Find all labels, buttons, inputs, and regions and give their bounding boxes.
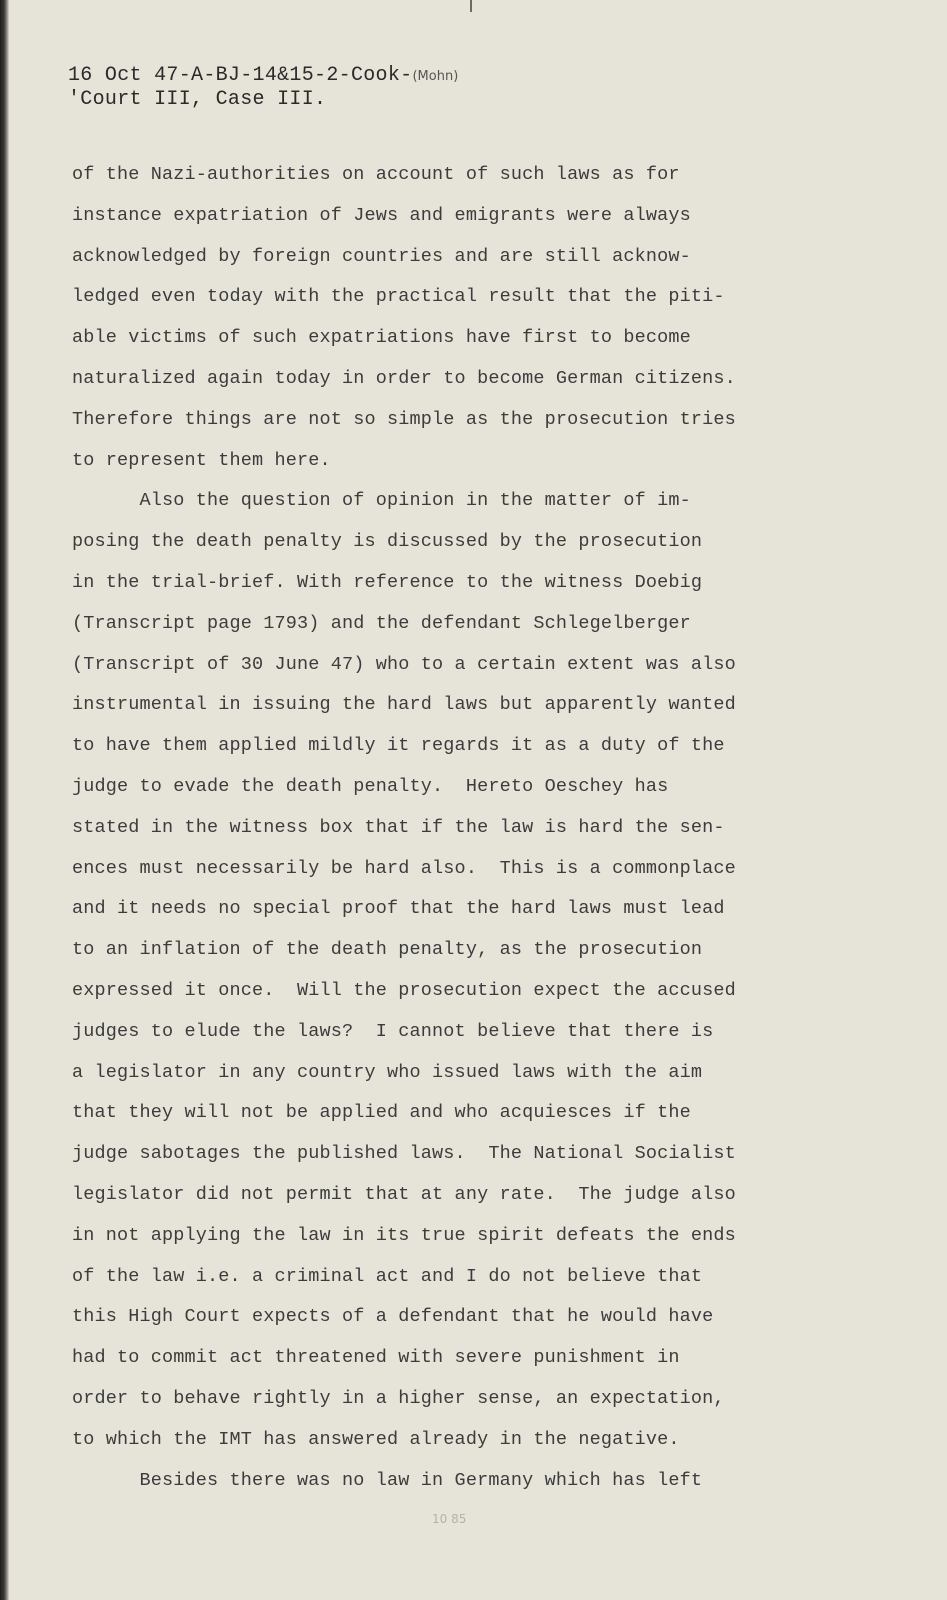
- body-text-line: acknowledged by foreign countries and are still acknow-: [72, 245, 691, 267]
- body-text-line: expressed it once. Will the prosecution expect the accused: [72, 979, 736, 1001]
- body-text-line: Therefore things are not so simple as the prosecution tries: [72, 408, 736, 430]
- body-text-line: stated in the witness box that if the law is hard the sen-: [72, 816, 725, 838]
- footer-page-mark: 10 85: [432, 1512, 467, 1526]
- body-text-line: in the trial-brief. With reference to the witness Doebig: [72, 571, 703, 593]
- body-text-line: a legislator in any country who issued laws with the aim: [72, 1061, 703, 1083]
- body-text-line: instrumental in issuing the hard laws but apparently wanted: [72, 694, 736, 716]
- body-text-line: naturalized again today in order to become German citizens.: [72, 367, 736, 389]
- document-body: [72, 155, 832, 1501]
- body-text-line: to represent them here.: [72, 449, 331, 471]
- body-text-line: to have them applied mildly it regards it as a duty of the: [72, 735, 725, 757]
- body-text-line: and it needs no special proof that the hard laws must lead: [72, 898, 725, 920]
- body-text-line: judges to elude the laws? I cannot believe that there is: [72, 1020, 714, 1042]
- body-text-line: to which the IMT has answered already in the negative.: [72, 1428, 680, 1450]
- body-text-line: ences must necessarily be hard also. This is a commonplace: [72, 857, 736, 879]
- header-court-case-line: 'Court III, Case III.: [68, 88, 327, 111]
- body-text-line: (Transcript of 30 June 47) who to a certain extent was also: [72, 653, 736, 675]
- header-reference-line: [68, 64, 458, 88]
- body-text-line: of the law i.e. a criminal act and I do not believe that: [72, 1265, 703, 1287]
- body-text-line: in not applying the law in its true spirit defeats the ends: [72, 1224, 736, 1246]
- body-text-line: this High Court expects of a defendant that he would have: [72, 1306, 714, 1328]
- page-binding-edge: [0, 0, 9, 1600]
- body-text-line: of the Nazi-authorities on account of such laws as for: [72, 164, 680, 185]
- top-margin-mark: [470, 0, 472, 12]
- body-text-line: instance expatriation of Jews and emigrants were always: [72, 204, 691, 226]
- body-text-line: able victims of such expatriations have first to become: [72, 327, 691, 349]
- header-handwritten-annotation: (Mohn): [412, 69, 459, 84]
- body-text-line: Besides there was no law in Germany which has left: [72, 1469, 703, 1491]
- body-text-line: ledged even today with the practical result that the piti-: [72, 286, 725, 308]
- body-text-line: legislator did not permit that at any rate. The judge also: [72, 1183, 736, 1205]
- header-reference-code: 16 Oct 47-A-BJ-14&15-2-Cook-: [68, 64, 413, 87]
- document-header: [68, 64, 458, 111]
- body-text-line: judge sabotages the published laws. The National Socialist: [72, 1143, 736, 1165]
- body-text-line: order to behave rightly in a higher sense, an expectation,: [72, 1387, 725, 1409]
- body-text-line: had to commit act threatened with severe punishment in: [72, 1347, 680, 1369]
- body-text-line: judge to evade the death penalty. Hereto Oeschey has: [72, 775, 669, 797]
- body-text-line: posing the death penalty is discussed by the prosecution: [72, 531, 703, 553]
- body-text-line: to an inflation of the death penalty, as the prosecution: [72, 939, 703, 961]
- body-text-line: Also the question of opinion in the matter of im-: [72, 490, 691, 512]
- body-text-line: that they will not be applied and who acquiesces if the: [72, 1102, 691, 1124]
- body-text-line: (Transcript page 1793) and the defendant Schlegelberger: [72, 612, 691, 634]
